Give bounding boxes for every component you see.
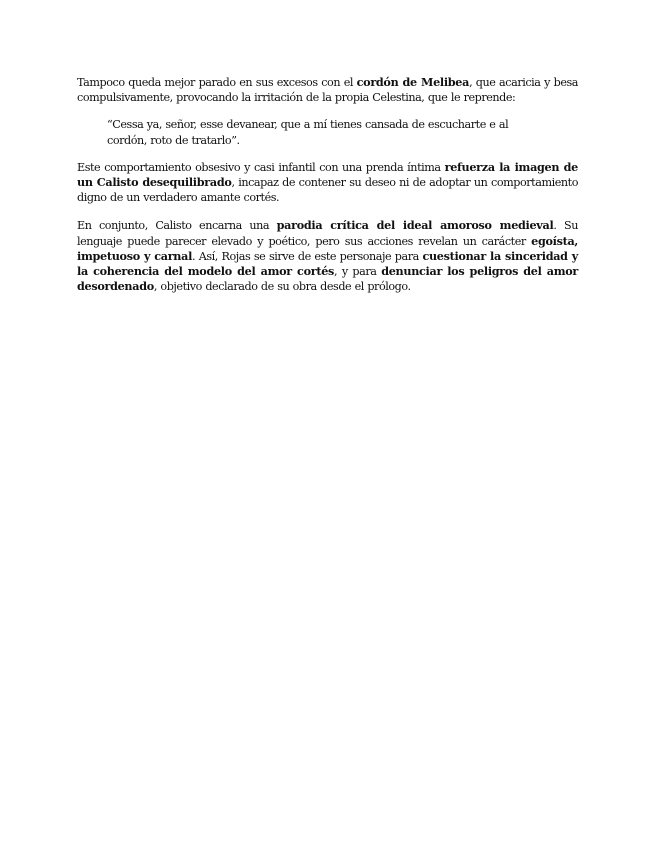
bold-phrase: cordón de Melibea [356, 75, 470, 89]
bold-phrase: parodia crítica del ideal amoroso medieval [276, 218, 554, 233]
paragraph-cordon [77, 75, 578, 105]
text-run: , y para [334, 265, 382, 279]
block-quote: “Cessa ya, señor, esse devanear, que a mí tienes cansada de escucharte e al cordón, roto de tratarlo”. [107, 118, 509, 147]
text-run: , objetivo declarado de su obra desde el prólogo. [153, 280, 411, 294]
text-run: , incapaz de contener su deseo ni de adoptar un comportamiento digno de un verdadero amante cortés. [77, 176, 578, 205]
text-run: . Su lenguaje puede parecer elevado y poético, pero sus acciones revelan un carácter [77, 219, 578, 248]
paragraph-comportamiento [77, 160, 578, 206]
document-body [77, 75, 578, 294]
bold-phrase: refuerza la imagen de un Calisto desequilibrado [77, 159, 578, 190]
text-run: Tampoco queda mejor parado en sus excesos con el [77, 76, 357, 89]
text-run: . Así, Rojas se sirve de este personaje para [192, 249, 423, 263]
text-run: , que acaricia y besa compulsivamente, provocando la irritación de la propia Celestina, que le reprende: [77, 76, 579, 105]
bold-phrase: egoísta, impetuoso y carnal [77, 233, 578, 263]
bold-phrase: cuestionar la sinceridad y la coherencia del modelo del amor cortés [77, 248, 578, 279]
bold-phrase: denunciar los peligros del amor desordenado [77, 264, 578, 294]
text-run: En conjunto, Calisto encarna una [77, 219, 277, 233]
text-run: Este comportamiento obsesivo y casi infantil con una prenda íntima [77, 160, 445, 174]
paragraph-conclusion [77, 218, 578, 294]
